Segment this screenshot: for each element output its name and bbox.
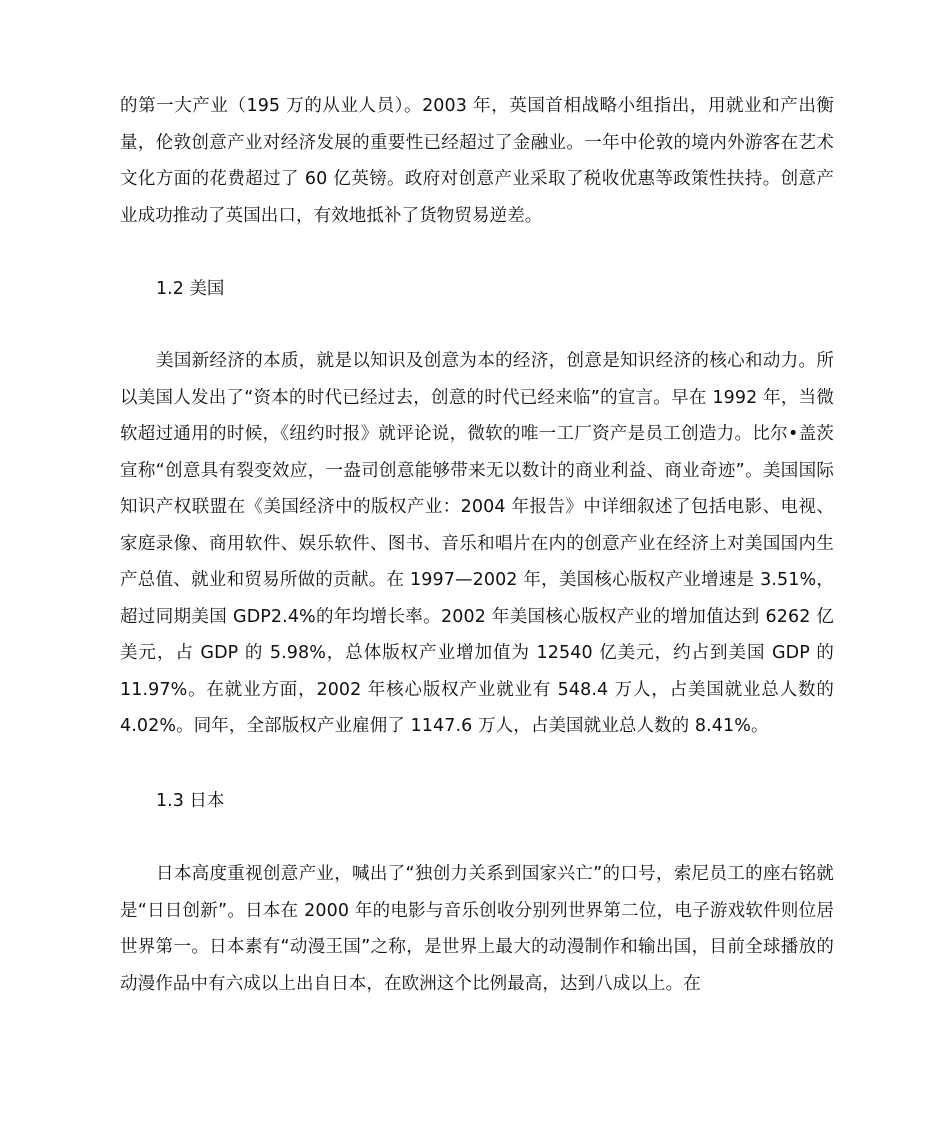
paragraph-uk-continued: 的第一大产业（195 万的从业人员）。2003 年，英国首相战略小组指出，用就业和产出衡量，伦敦创意产业对经济发展的重要性已经超过了金融业。一年中伦敦的境内外游客在艺术文化方面的花费超过了 60 亿英镑。政府对创意产业采取了税收优惠等政策性扶持。创意产业成功推动了英国出口，有效地抵补了货物贸易逆差。	[120, 96, 834, 226]
section-heading-usa: 1.2 美国	[156, 279, 225, 299]
paragraph-japan: 日本高度重视创意产业，喊出了“独创力关系到国家兴亡”的口号，索尼员工的座右铭就是“日日创新”。日本在 2000 年的电影与音乐创收分别列世界第二位，电子游戏软件则位居世界第一。日本素有“动漫王国”之称，是世界上最大的动漫制作和输出国，目前全球播放的动漫作品中有六成以上出自日本，在欧洲这个比例最高，达到八成以上。在	[120, 864, 834, 994]
section-heading-japan: 1.3 日本	[156, 791, 225, 811]
paragraph-usa: 美国新经济的本质，就是以知识及创意为本的经济，创意是知识经济的核心和动力。所以美国人发出了“资本的时代已经过去，创意的时代已经来临”的宣言。早在 1992 年，当微软超过通用的时候，《纽约时报》就评论说，微软的唯一工厂资产是员工创造力。比尔•盖茨宣称“创意具有裂变效应，一盎司创意能够带来无以数计的商业利益、商业奇迹”。美国国际知识产权联盟在《美国经济中的版权产业：2004 年报告》中详细叙述了包括电影、电视、家庭录像、商用软件、娱乐软件、图书、音乐和唱片在内的创意产业在经济上对美国国内生产总值、就业和贸易所做的贡献。在 1997—2002 年，美国核心版权产业增速是 3.51%，超过同期美国 GDP2.4%的年均增长率。2002 年美国核心版权产业的增加值达到 6262 亿美元，占 GDP 的 5.98%，总体版权产业增加值为 12540 亿美元，约占到美国 GDP 的 11.97%。在就业方面，2002 年核心版权产业就业有 548.4 万人，占美国就业总人数的 4.02%。同年，全部版权产业雇佣了 1147.6 万人，占美国就业总人数的 8.41%。	[120, 351, 834, 736]
